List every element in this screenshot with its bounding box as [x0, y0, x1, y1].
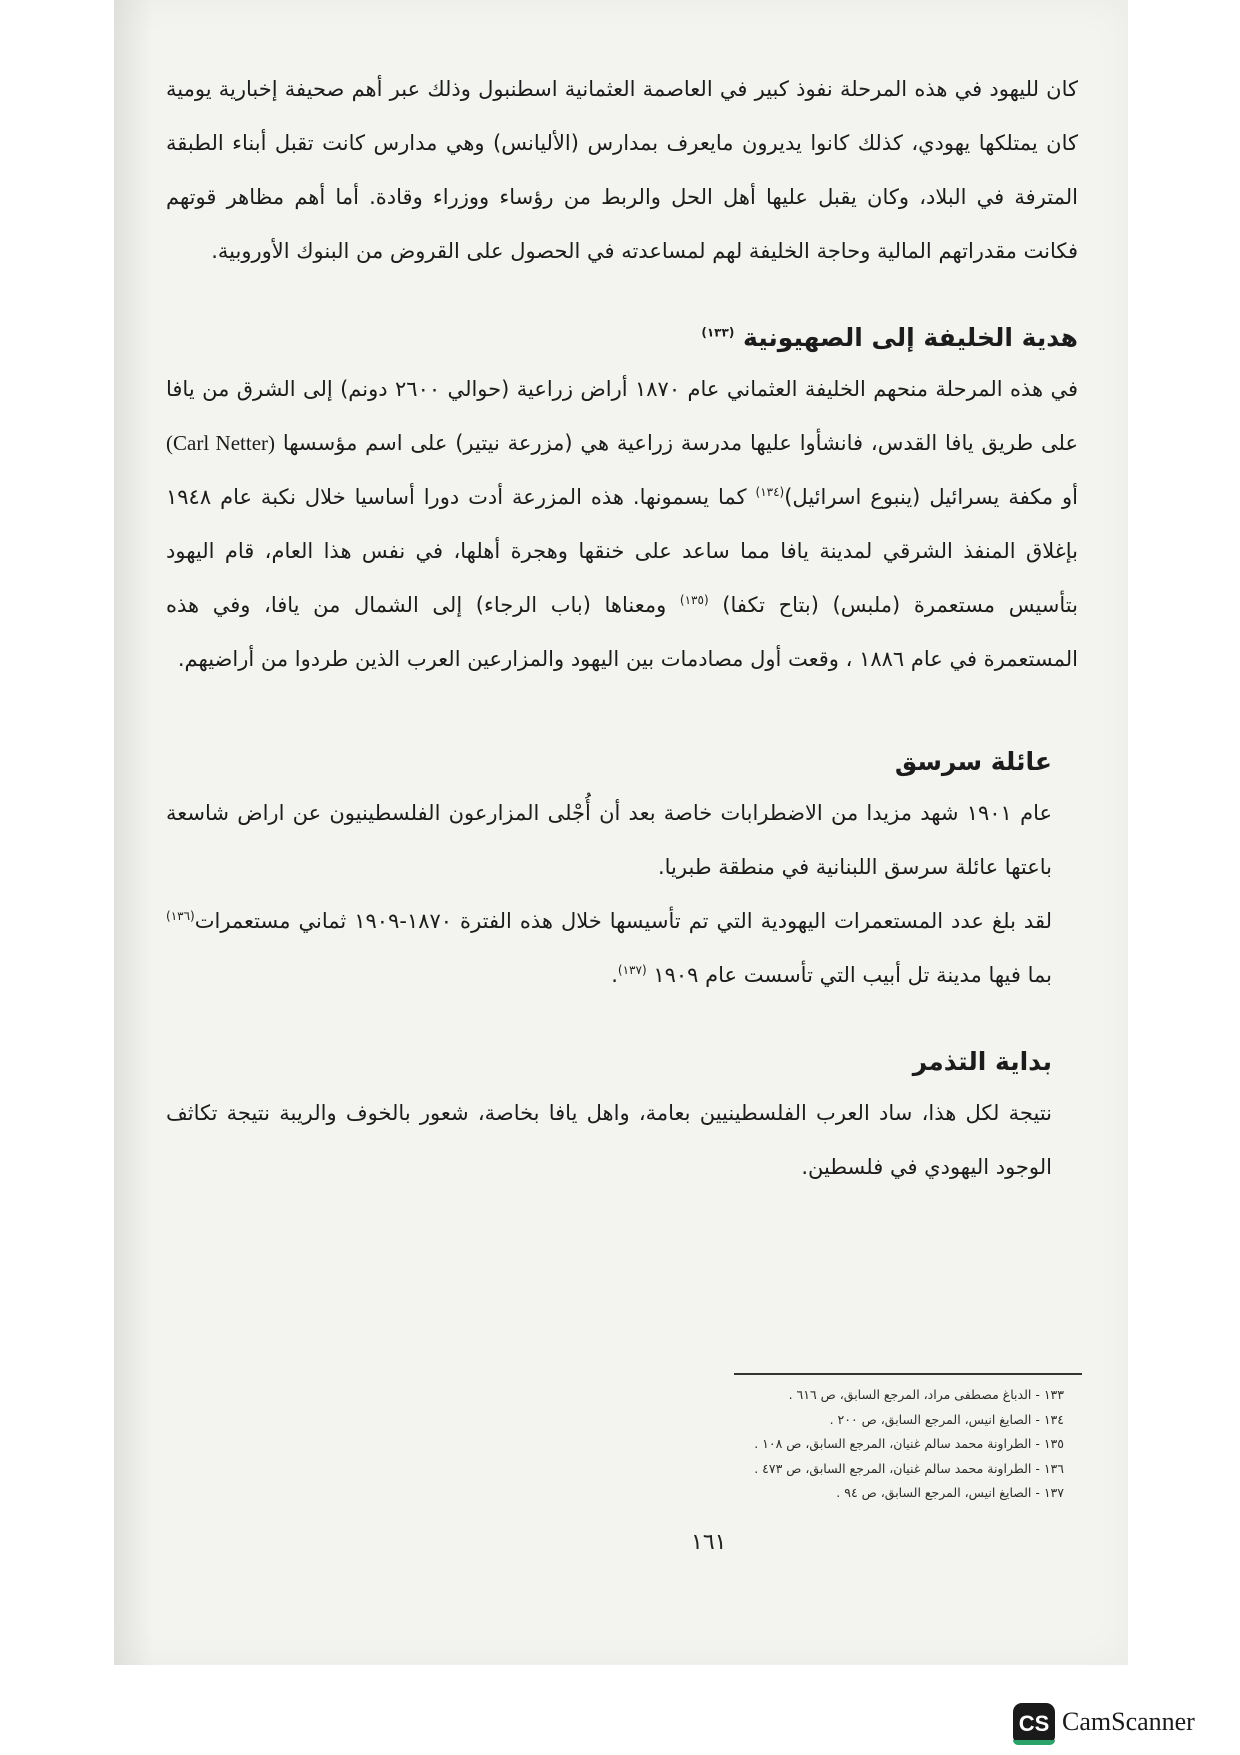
text-segment: ومعناها (باب الرجاء) إلى الشمال من يافا، وفي هذه المستعمرة في عام ١٨٨٦ ، وقعت أول مصادمات بين اليهود والمزارعين العرب الذين طردوا من أراضيهم.	[166, 593, 1078, 671]
section-heading-sursock-family: عائلة سرسق	[894, 747, 1052, 776]
text-segment: بما فيها مدينة تل أبيب التي تأسست عام ١٩٠٩	[653, 963, 1052, 987]
latin-name-carl-netter: (Carl Netter)	[166, 431, 276, 455]
footnote-137: ١٣٧ - الصايغ انيس، المرجع السابق، ص ٩٤ .	[836, 1485, 1064, 1500]
section-heading-caliph-gift	[166, 314, 1078, 362]
book-page	[114, 0, 1128, 1665]
camscanner-brand-text: CamScanner	[1062, 1707, 1195, 1736]
footnote-ref-133: (١٣٣)	[701, 325, 735, 340]
footnote-ref-134: (١٣٤)	[755, 485, 785, 499]
section-heading-discontent: بداية التذمر	[912, 1047, 1052, 1076]
footnotes	[714, 1383, 1064, 1506]
paragraph-sursock: عام ١٩٠١ شهد مزيدا من الاضطرابات خاصة بعد أن أُجْلى المزارعون الفلسطينيون عن اراض شاسعة باعتها عائلة سرسق اللبنانية في منطقة طبريا.	[166, 801, 1052, 879]
text-segment: أو مكفة يسرائيل (ينبوع اسرائيل)	[784, 485, 1078, 509]
page-edge-shadow	[114, 0, 154, 1665]
text-segment: كما يسمونها. هذه المزرعة أدت دورا أساسيا خلال نكبة عام ١٩٤٨ بإغلاق المنفذ الشرقي لمدينة يافا مما ساعد على خنقها وهجرة أهلها، في نفس هذا العام، قام اليهود بتأسيس مستعمرة (ملبس) (بتاح تكفا)	[166, 485, 1078, 617]
page-body	[166, 62, 1078, 1194]
text-segment: في هذه المرحلة منحهم الخليفة العثماني عام ١٨٧٠ أراض زراعية (حوالي ٢٦٠٠ دونم) إلى الشرق من يافا على طريق يافا القدس، فانشأوا عليها مدرسة زراعية هي (مزرعة نيتير) على اسم مؤسسها	[166, 377, 1079, 455]
text-segment: لقد بلغ عدد المستعمرات اليهودية التي تم تأسيسها خلال هذه الفترة ١٨٧٠-١٩٠٩ ثماني مستعمرات	[194, 909, 1052, 933]
footnote-133: ١٣٣ - الدباغ مصطفى مراد، المرجع السابق، ص ٦١٦ .	[788, 1387, 1064, 1402]
footnote-135: ١٣٥ - الطراونة محمد سالم غنيان، المرجع السابق، ص ١٠٨ .	[754, 1436, 1064, 1451]
footnote-ref-136: (١٣٦)	[166, 909, 195, 923]
text-segment: .	[611, 963, 618, 987]
footnote-ref-137: (١٣٧)	[617, 963, 647, 977]
footnote-ref-135: (١٣٥)	[679, 593, 709, 607]
paragraph-netter-farm	[166, 362, 1078, 686]
footnote-134: ١٣٤ - الصايغ انيس، المرجع السابق، ص ٢٠٠ .	[829, 1411, 1064, 1427]
page-number: ١٦١	[691, 1530, 727, 1555]
paragraph-ottoman-influence: كان لليهود في هذه المرحلة نفوذ كبير في العاصمة العثمانية اسطنبول وذلك عبر أهم صحيفة إخبارية يومية كان يمتلكها يهودي، كذلك كانوا يديرون مايعرف بمدارس (الأليانس) وهي مدارس كانت تقبل أبناء الطبقة المترفة في البلاد، وكان يقبل عليها أهل الحل والربط من رؤساء ووزراء وقادة. أما أهم مظاهر قوتهم فكانت مقدراتهم المالية وحاجة الخليفة لهم لمساعدته في الحصول على القروض من البنوك الأوروبية.	[166, 77, 1078, 263]
logo-accent-bar	[1013, 1740, 1055, 1745]
paragraph-settlements	[166, 894, 1078, 1002]
heading-text: هدية الخليفة إلى الصهيونية	[743, 323, 1078, 352]
footnote-136: ١٣٦ - الطراونة محمد سالم غنيان، المرجع السابق، ص ٤٧٣ .	[754, 1460, 1064, 1476]
paragraph-discontent: نتيجة لكل هذا، ساد العرب الفلسطينيين بعامة، واهل يافا بخاصة، شعور بالخوف والريبة نتيجة تكاثف الوجود اليهودي في فلسطين.	[166, 1101, 1052, 1179]
footnote-divider	[734, 1373, 1082, 1375]
camscanner-logo-icon: CS	[1013, 1703, 1055, 1745]
